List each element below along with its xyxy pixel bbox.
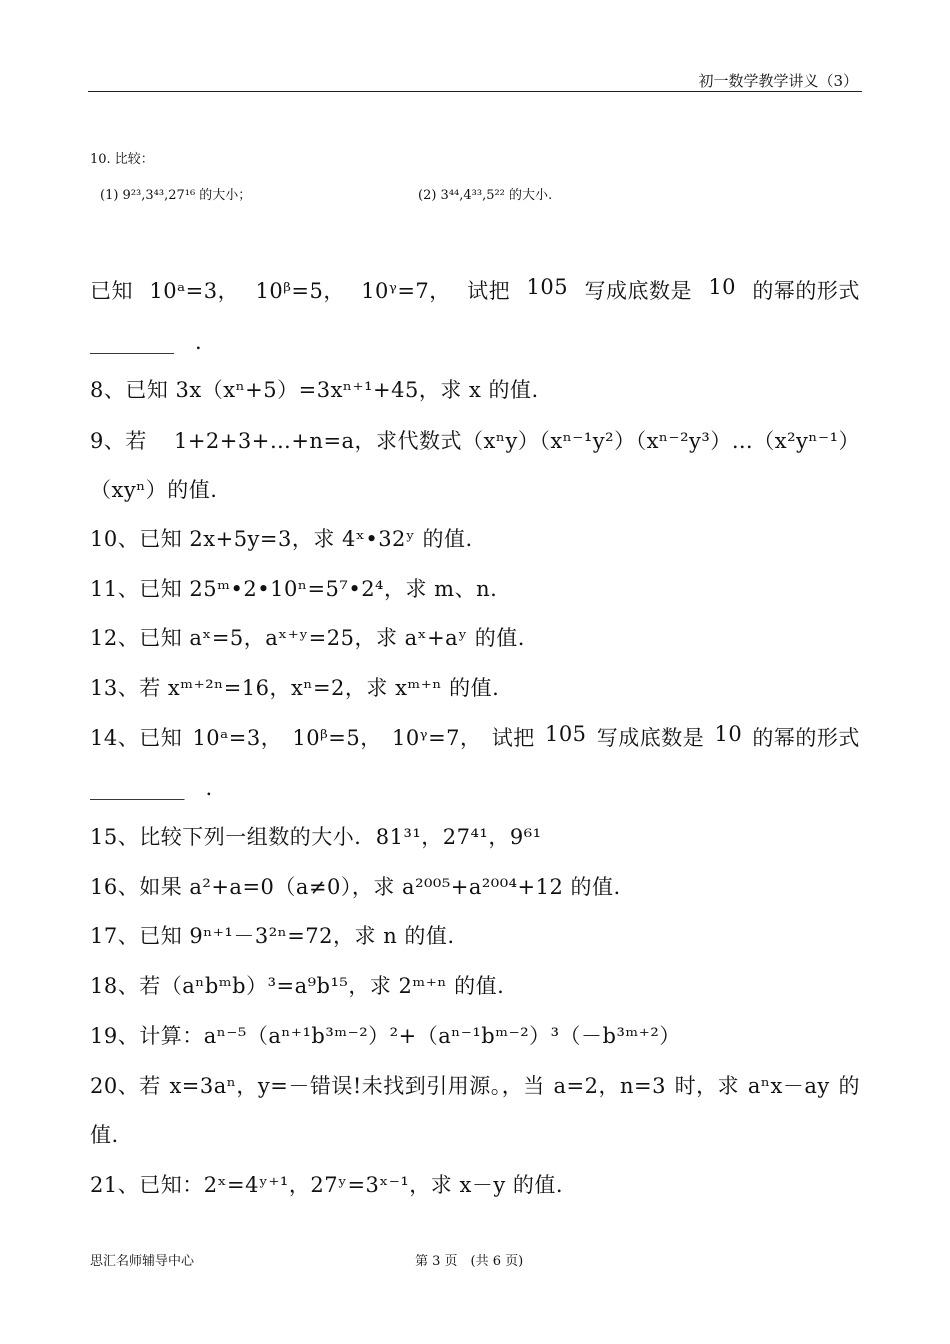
problem-9 [90,425,860,455]
header-rule [88,91,862,92]
problem-20 [90,1070,860,1100]
problem-11: 11、已知 25ᵐ•2•10ⁿ=5⁷•2⁴，求 m、n. [90,577,498,601]
footer-left: 思汇名师辅导中心 [90,1254,195,1269]
problem-20-part: 20、若 [90,1074,161,1098]
problem-19: 19、计算：aⁿ⁻⁵（aⁿ⁺¹b³ᵐ⁻²）²+（aⁿ⁻¹bᵐ⁻²）³（－b³ᵐ⁺²） [90,1024,681,1048]
problem-14-word: 14、已知 [90,726,183,750]
problem-17: 17、已知 9ⁿ⁺¹－3²ⁿ=72，求 n 的值. [90,924,455,948]
problem-14-word: 写成底数是 [596,726,705,750]
problem-16: 16、如果 a²+a=0（a≠0），求 a²⁰⁰⁵+a²⁰⁰⁴+12 的值. [90,875,621,899]
intro-word: 的幂的形式 [752,279,860,303]
problem-14-word: 105 [544,722,587,746]
problem-9-cont: （xyⁿ）的值. [90,478,218,502]
problem-20-part: 的 [838,1074,860,1098]
problem-14-word: 10ᵃ=3， [192,726,283,750]
problem-20-part: x=3aⁿ，y=－错误!未找到引用源。，当 [169,1074,545,1098]
problem-20-cont: 值. [90,1123,119,1147]
problem-9-part: 9、若 [90,429,147,453]
header-title: 初一数学教学讲义（3） [698,72,858,90]
problem-15: 15、比较下列一组数的大小．81³¹，27⁴¹，9⁶¹ [90,825,542,849]
problem-20-part: 时，求 [674,1074,740,1098]
intro-word: 10ᵝ=5， [255,279,345,303]
problem-14 [90,722,860,752]
compare-part2: (2) 3⁴⁴,4³³,5²² 的大小. [418,188,553,203]
problem-14-word: 的幂的形式 [752,726,860,750]
problem-18: 18、若（aⁿbᵐb）³=a⁹b¹⁵，求 2ᵐ⁺ⁿ 的值. [90,974,505,998]
problem-14-word: 10ᵞ=7， [391,726,482,750]
problem-14-word: 试把 [491,726,535,750]
intro-word: 10ᵞ=7， [361,279,451,303]
problem-9-part: 1+2+3+…+n=a，求代数式（xⁿy）（xⁿ⁻¹y²）（xⁿ⁻²y³）…（x²yⁿ⁻¹） [173,429,860,453]
problem-14-word: 10ᵝ=5， [292,726,382,750]
problem-13: 13、若 xᵐ⁺²ⁿ=16，xⁿ=2，求 xᵐ⁺ⁿ 的值. [90,676,500,700]
problem-8: 8、已知 3x（xⁿ+5）=3xⁿ⁺¹+45，求 x 的值. [90,378,539,402]
intro-line [90,275,860,305]
problem-20-part: a=2，n=3 [553,1074,666,1098]
problem-20-part: aⁿx－ay [747,1074,830,1098]
intro-word: 试把 [467,279,511,303]
problem-14-word: 10 [714,722,743,746]
compare-part1: (1) 9²³,3⁴³,27¹⁶ 的大小； [100,188,252,203]
footer-page-number: 第 3 页 (共 6 页) [415,1254,524,1269]
intro-word: 105 [526,275,569,299]
problem-12: 12、已知 aˣ=5，aˣ⁺ʸ=25，求 aˣ+aʸ 的值. [90,626,525,650]
problem-21: 21、已知：2ˣ=4ʸ⁺¹，27ʸ=3ˣ⁻¹，求 x－y 的值. [90,1173,564,1197]
intro-word: 已知 [90,279,133,303]
compare-heading: 10. 比较： [90,152,154,167]
intro-word: 10 [708,275,737,299]
intro-word: 10ᵃ=3， [149,279,240,303]
intro-word: 写成底数是 [584,279,692,303]
problem-14-blank: _________ . [90,776,213,800]
intro-blank: ________ . [90,330,202,354]
problem-10: 10、已知 2x+5y=3，求 4ˣ•32ʸ 的值. [90,527,473,551]
